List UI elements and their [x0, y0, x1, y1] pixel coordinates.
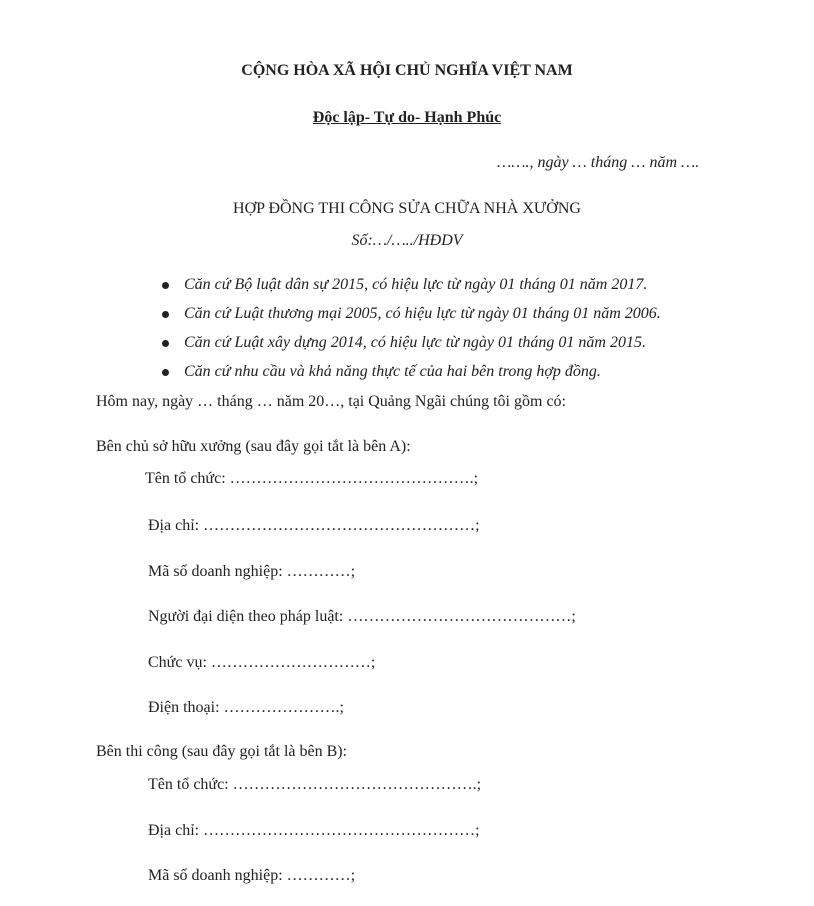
- legal-basis-text: Căn cứ nhu cầu và khả năng thực tế của hai bên trong hợp đồng.: [184, 363, 601, 380]
- list-item: [0, 333, 661, 362]
- contract-title: HỢP ĐỒNG THI CÔNG SỬA CHỮA NHÀ XƯỞNG: [233, 200, 581, 217]
- legal-basis-text: Căn cứ Luật xây dựng 2014, có hiệu lực từ ngày 01 tháng 01 năm 2015.: [184, 334, 646, 351]
- party-b-tax-code: Mã số doanh nghiệp: …………;: [148, 867, 356, 884]
- party-a-representative: Người đại diện theo pháp luật: ……………………………………;: [148, 608, 576, 625]
- party-a-tax-code: Mã số doanh nghiệp: …………;: [148, 563, 356, 580]
- party-a-org-name: Tên tổ chức: ……………………………………….;: [145, 470, 479, 487]
- bullet-icon: [162, 340, 169, 347]
- list-item: [0, 275, 661, 304]
- list-item: [0, 362, 661, 391]
- party-b-address: Địa chỉ: ……………………………………………;: [148, 822, 480, 839]
- bullet-icon: [162, 282, 169, 289]
- contract-number: Số:…/…../HĐDV: [351, 232, 463, 249]
- national-title: CỘNG HÒA XÃ HỘI CHỦ NGHĨA VIỆT NAM: [241, 62, 573, 79]
- date-line: ……., ngày … tháng … năm ….: [497, 154, 700, 171]
- bullet-icon: [162, 311, 169, 318]
- national-motto: Độc lập- Tự do- Hạnh Phúc: [312, 109, 502, 126]
- party-a-address: Địa chỉ: ……………………………………………;: [148, 517, 480, 534]
- party-a-heading: Bên chủ sở hữu xưởng (sau đây gọi tắt là bên A):: [96, 438, 411, 455]
- party-a-position: Chức vụ: …………………………;: [148, 654, 376, 671]
- party-b-org-name: Tên tổ chức: ……………………………………….;: [148, 776, 482, 793]
- legal-basis-text: Căn cứ Bộ luật dân sự 2015, có hiệu lực từ ngày 01 tháng 01 năm 2017.: [184, 276, 648, 293]
- legal-basis-text: Căn cứ Luật thương mại 2005, có hiệu lực từ ngày 01 tháng 01 năm 2006.: [184, 305, 661, 322]
- party-a-phone: Điện thoại: ………………….;: [148, 699, 344, 716]
- list-item: [0, 304, 661, 333]
- bullet-icon: [162, 369, 169, 376]
- party-b-heading: Bên thi công (sau đây gọi tắt là bên B):: [96, 743, 348, 760]
- intro-paragraph: Hôm nay, ngày … tháng … năm 20…, tại Quảng Ngãi chúng tôi gồm có:: [96, 393, 566, 410]
- legal-bases-list: [0, 275, 661, 391]
